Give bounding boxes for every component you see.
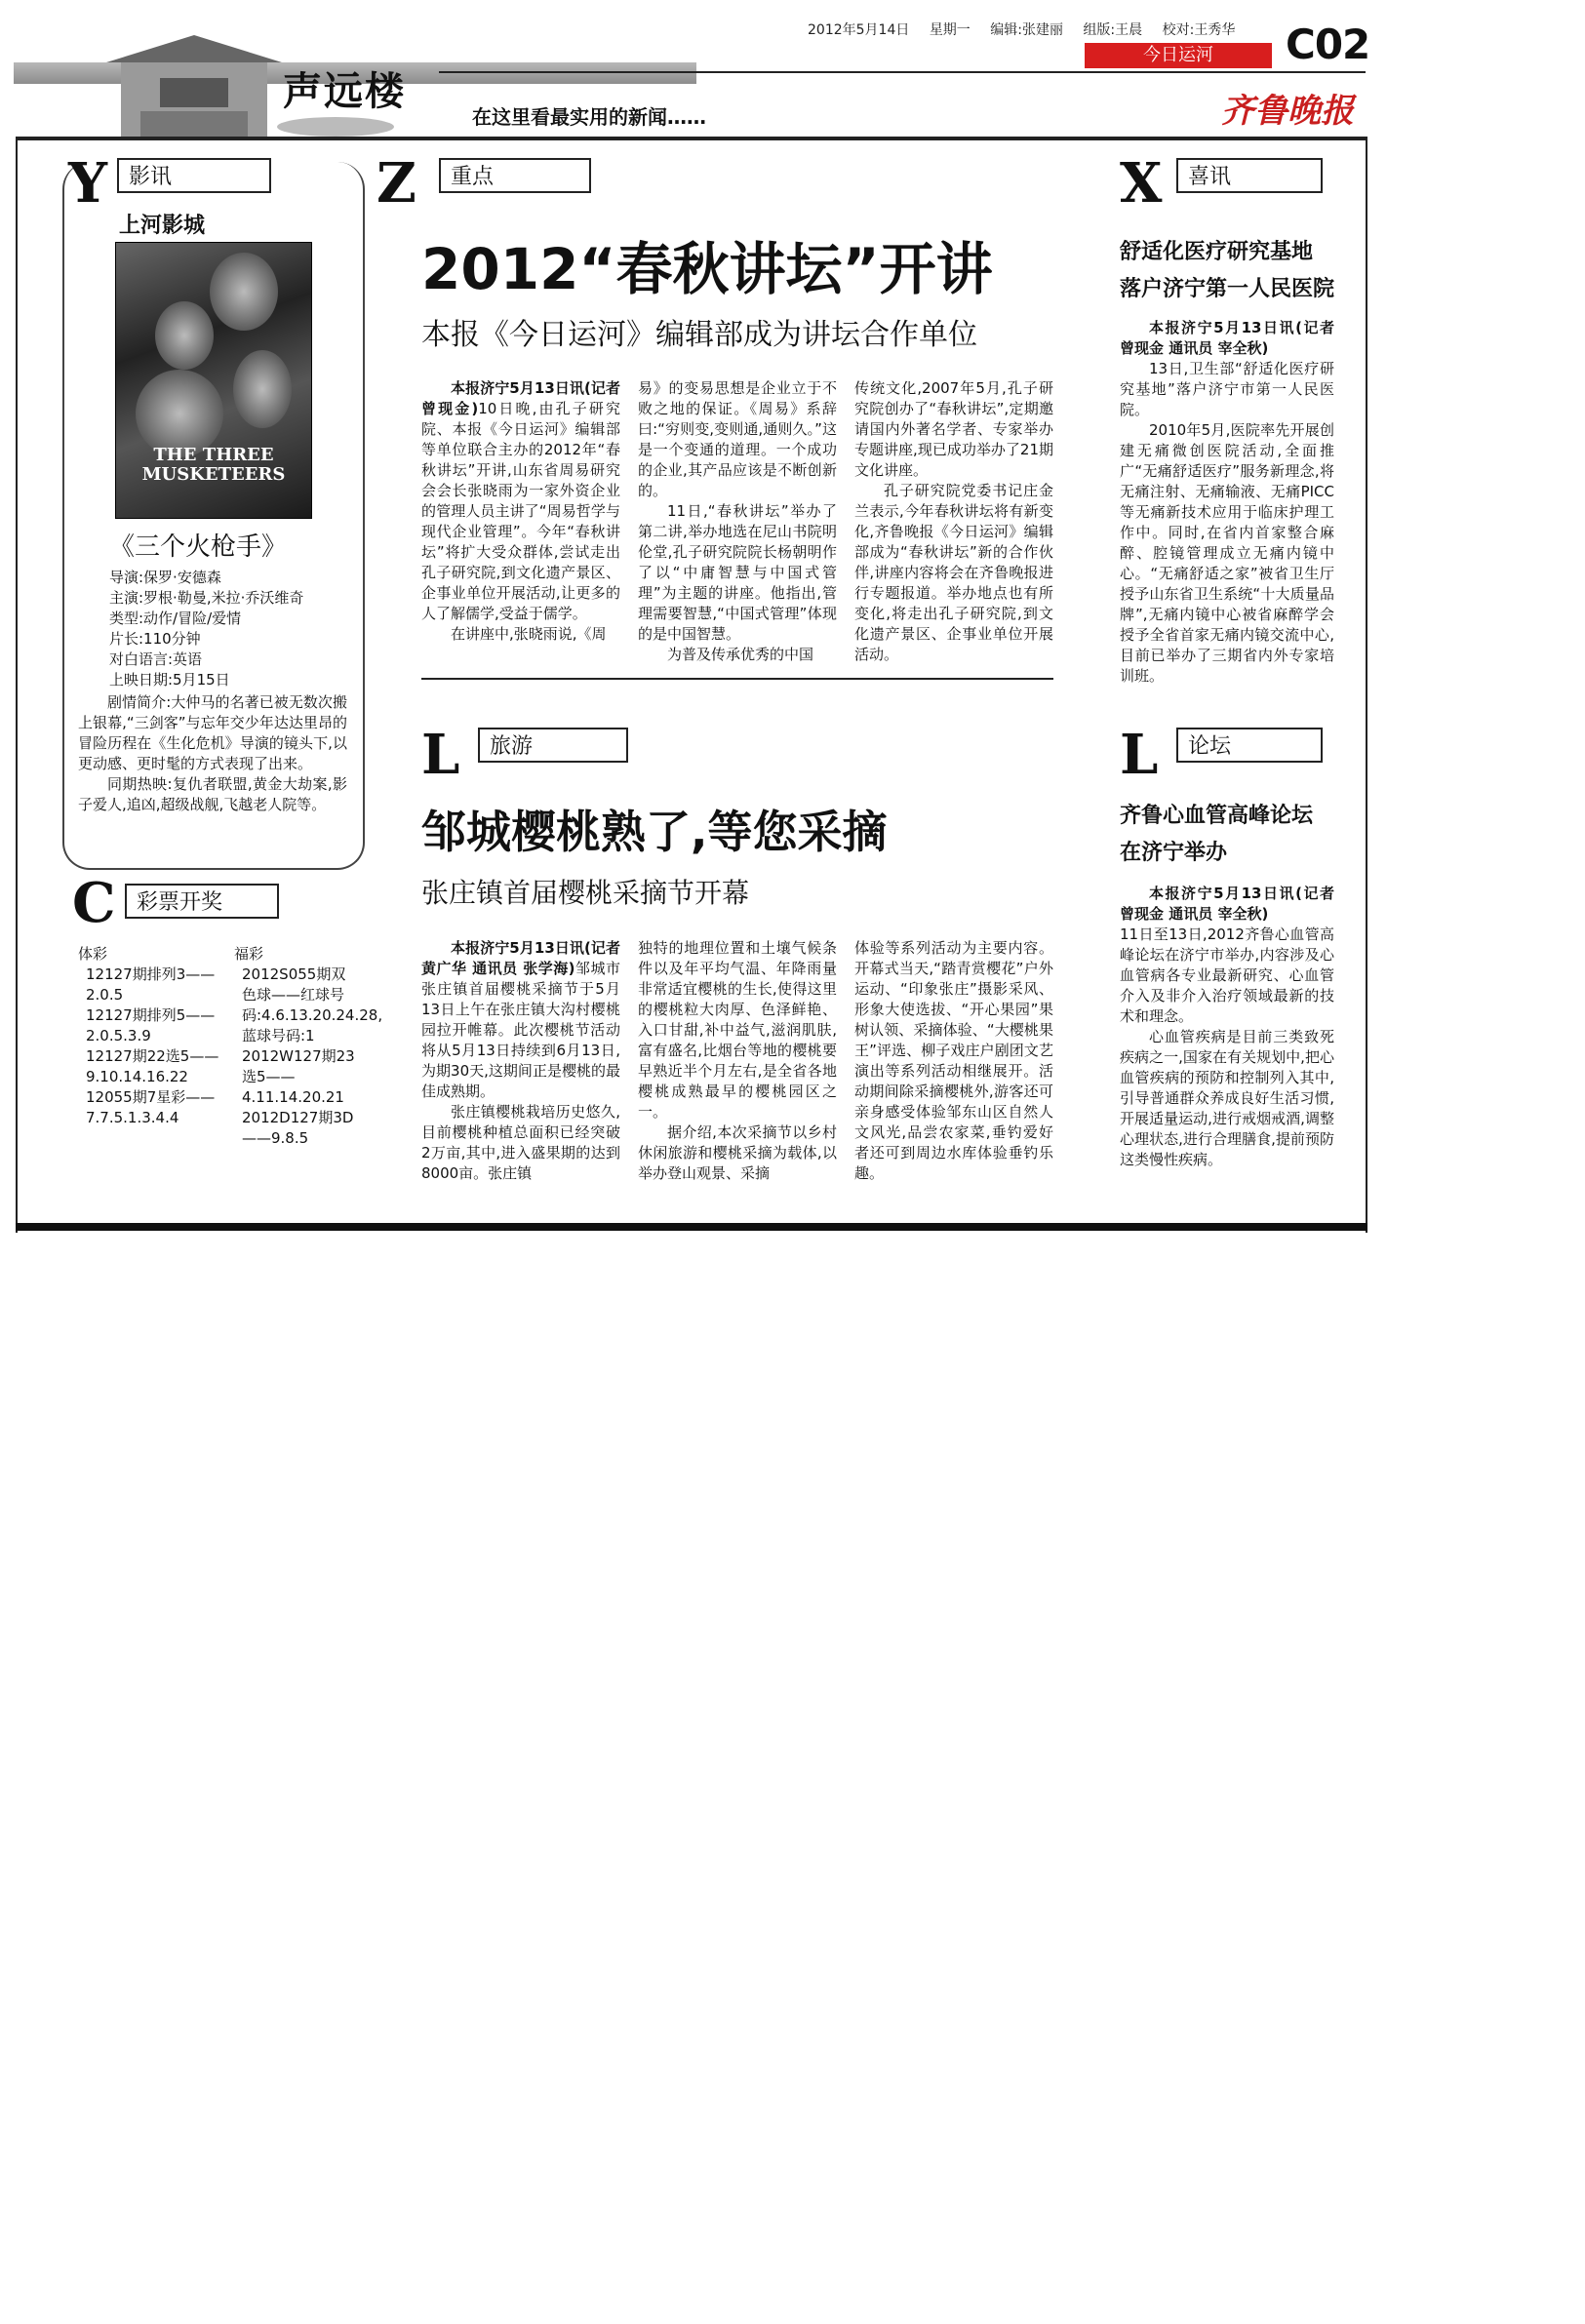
- movie-language: 对白语言:英语: [109, 650, 203, 668]
- main1-letter: Z: [376, 151, 416, 216]
- cinema-name: 上河影城: [119, 214, 206, 238]
- side1-headline-line: 落户济宁第一人民医院: [1120, 277, 1335, 301]
- ticai-result: 12127期排列5——2.0.5.3.9: [86, 1006, 216, 1044]
- ticai-column: [78, 944, 224, 1128]
- poster-title: THE THREE MUSKETEERS: [141, 445, 286, 485]
- side2-text: 心血管疾病是目前三类致死疾病之一,国家在有关规划中,把心血管疾病的预防和控制列入其中,引导普通群众养成良好生活习惯,开展适量运动,进行戒烟戒酒,调整心理状态,进行合理膳食,提前预防这类慢性疾病。: [1120, 1028, 1334, 1168]
- side2-headline-line: 齐鲁心血管高峰论坛: [1120, 804, 1314, 828]
- issue-date: 2012年5月14日: [808, 22, 910, 38]
- paper-logo: 齐鲁晚报: [1221, 92, 1354, 131]
- main1-text: 11日,“春秋讲坛”举办了第二讲,举办地选在尼山书院明伦堂,孔子研究院院长杨朝明作了以“中庸智慧与中国式管理”为主题的讲座。他指出,管理需要智慧,“中国式管理”体现的是中国智慧。: [638, 502, 837, 643]
- editor-credit: 编辑:张建丽: [990, 22, 1063, 38]
- main1-column: [421, 378, 620, 665]
- fucai-result: 2012D127期3D——9.8.5: [242, 1109, 354, 1147]
- film-letter: Y: [68, 151, 107, 216]
- main1-text: 10日晚,由孔子研究院、本报《今日运河》编辑部等单位联合主办的2012年“春秋讲坛”开讲,山东省周易研究会会长张晓雨为一家外资企业的管理人员主讲了“周易哲学与现代企业管理”。今年“春秋讲坛”将扩大受众群体,尝试走出孔子研究院,到文化遗产景区、企事业单位开展活动,让更多的人了解儒学,受益于儒学。: [421, 400, 621, 622]
- main1-text: 在讲座中,张晓雨说,《周: [451, 625, 607, 643]
- page-code: C02: [1286, 20, 1370, 68]
- ticai-result: 12127期22选5——9.10.14.16.22: [86, 1047, 219, 1085]
- main2-text: 邹城市张庄镇首届樱桃采摘节于5月13日上午在张庄镇大沟村樱桃园拉开帷幕。此次樱桃节活动将从5月13日持续到6月13日,为期30天,这期间正是樱桃的最佳成熟期。: [421, 960, 620, 1100]
- movie-genre: 类型:动作/冒险/爱情: [109, 610, 242, 627]
- movie-runtime: 片长:110分钟: [109, 630, 201, 648]
- film-section-label: 影讯: [117, 158, 271, 193]
- column-slogan: 在这里看最实用的新闻……: [472, 105, 706, 129]
- main1-headline: 2012“春秋讲坛”开讲: [421, 236, 993, 302]
- main2-text: 体验等系列活动为主要内容。开幕式当天,“踏青赏樱花”户外运动、“印象张庄”摄影采风、形象大使选拔、“开心果园”果树认领、采摘体验、“大樱桃果王”评选、柳子戏庄户剧团文艺演出等系列活动相继展开。活动期间除采摘樱桃外,游客还可亲身感受体验邹东山区自然人文风光,品尝农家菜,垂钓爱好者还可到周边水库体验垂钓乐趣。: [854, 939, 1053, 1182]
- side2-letter: L: [1120, 723, 1159, 787]
- movie-synopsis: 剧情简介:大仲马的名著已被无数次搬上银幕,“三剑客”与忘年交少年达达里昂的冒险历程在《生化危机》导演的镜头下,以更动感、更时髦的方式表现了出来。: [78, 693, 347, 772]
- lottery-section-label: 彩票开奖: [125, 884, 279, 919]
- main1-column: [854, 378, 1053, 665]
- header-rule: [439, 71, 1366, 73]
- fucai-column: [234, 944, 383, 1149]
- proof-credit: 校对:王秀华: [1162, 22, 1236, 38]
- main1-subhead: 本报《今日运河》编辑部成为讲坛合作单位: [421, 318, 977, 352]
- side1-headline: [1120, 234, 1334, 308]
- main1-body: [421, 378, 1053, 665]
- main2-headline: 邹城樱桃熟了,等您采摘: [421, 806, 888, 858]
- section-tab: 今日运河: [1085, 43, 1272, 68]
- ticai-heading: 体彩: [78, 945, 108, 963]
- ticai-result: 12055期7星彩——7.7.5.1.3.4.4: [86, 1088, 216, 1126]
- main1-column: [638, 378, 837, 665]
- article-divider: [421, 678, 1053, 680]
- main1-text: 易》的变易思想是企业立于不败之地的保证。《周易》系辞曰:“穷则变,变则通,通则久。”这是一个变通的道理。一个成功的企业,其产品应该是不断创新的。: [638, 379, 837, 499]
- side1-text: 2010年5月,医院率先开展创建无痛微创医院活动,全面推广“无痛舒适医疗”服务新理念,将无痛注射、无痛输液、无痛PICC等无痛新技术应用于临床护理工作中。同时,在省内首家整合麻醉、腔镜管理成立无痛内镜中心。“无痛舒适之家”被省卫生厅授予山东省卫生系统“十大质量品牌”,无痛内镜中心被省麻醉学会授予全省首家无痛内镜交流中心,目前已举办了三期省内外专家培训班。: [1120, 421, 1334, 685]
- side2-headline-line: 在济宁举办: [1120, 841, 1228, 865]
- fucai-result: 2012W127期23选5——4.11.14.20.21: [242, 1047, 355, 1106]
- side2-byline: 本报济宁5月13日讯(记者 曾现金 通讯员 宰全秋): [1120, 885, 1334, 923]
- main1-text: 传统文化,2007年5月,孔子研究院创办了“春秋讲坛”,定期邀请国内外著名学者、专家举办专题讲座,现已成功举办了21期文化讲座。: [854, 379, 1053, 479]
- side2-text: 11日至13日,2012齐鲁心血管高峰论坛在济宁市举办,内容涉及心血管病各专业最新研究、心血管介入及非介入治疗领域最新的技术和理念。: [1120, 926, 1334, 1025]
- side1-headline-line: 舒适化医疗研究基地: [1120, 240, 1314, 264]
- poster-figure: [233, 350, 292, 428]
- movie-release: 上映日期:5月15日: [109, 671, 230, 689]
- column-title: 声远楼: [283, 68, 406, 114]
- lottery-letter: C: [72, 871, 116, 935]
- main2-column: [638, 938, 837, 1184]
- issue-weekday: 星期一: [929, 22, 971, 38]
- main1-text: 为普及传承优秀的中国: [667, 646, 814, 663]
- movie-director: 导演:保罗·安德森: [109, 569, 221, 586]
- main2-column: [421, 938, 620, 1184]
- main1-text: 孔子研究院党委书记庄金兰表示,今年春秋讲坛将有新变化,齐鲁晚报《今日运河》编辑部成为“春秋讲坛”新的合作伙伴,讲座内容将会在齐鲁晚报进行专题报道。举办地点也有所变化,将走出孔子研究院,到文化遗产景区、企事业单位开展活动。: [854, 482, 1053, 663]
- main2-text: 据介绍,本次采摘节以乡村休闲旅游和樱桃采摘为载体,以举办登山观景、采摘: [638, 1123, 837, 1182]
- side2-body: [1120, 884, 1334, 1170]
- movie-title: 《三个火枪手》: [109, 532, 288, 562]
- header-meta: [808, 20, 1250, 39]
- main1-section-label: 重点: [439, 158, 591, 193]
- fucai-heading: 福彩: [234, 945, 264, 963]
- movie-also-showing: 同期热映:复仇者联盟,黄金大劫案,影子爱人,追凶,超级战舰,飞越老人院等。: [78, 775, 347, 813]
- main2-column: [854, 938, 1053, 1184]
- movie-cast: 主演:罗根·勒曼,米拉·乔沃维奇: [109, 589, 304, 607]
- movie-poster: [115, 242, 312, 519]
- main2-text: 张庄镇樱桃栽培历史悠久,目前樱桃种植总面积已经突破2万亩,其中,进入盛果期的达到8000亩。张庄镇: [421, 1103, 620, 1182]
- movie-info: [109, 568, 353, 690]
- main2-section-label: 旅游: [478, 728, 628, 763]
- ticai-result: 12127期排列3——2.0.5: [86, 965, 216, 1004]
- poster-figure: [155, 301, 214, 370]
- side1-body: [1120, 318, 1334, 687]
- side2-section-label: 论坛: [1176, 728, 1323, 763]
- side1-text: 13日,卫生部“舒适化医疗研究基地”落户济宁市第一人民医院。: [1120, 360, 1334, 418]
- side1-letter: X: [1120, 151, 1163, 216]
- main2-byline: 本报济宁5月13日讯(记者 黄广华 通讯员 张学海): [421, 939, 620, 977]
- movie-synopsis-block: [78, 692, 347, 815]
- side1-byline: 本报济宁5月13日讯(记者 曾现金 通讯员 宰全秋): [1120, 319, 1334, 357]
- fucai-result: 2012S055期双色球——红球号码:4.6.13.20.24.28,蓝球号码:1: [242, 965, 383, 1044]
- main2-subhead: 张庄镇首届樱桃采摘节开幕: [421, 877, 750, 909]
- main2-text: 独特的地理位置和土壤气候条件以及年平均气温、年降雨量非常适宜樱桃的生长,使得这里的樱桃粒大肉厚、色泽鲜艳、入口甘甜,补中益气,滋润肌肤,富有盛名,比烟台等地的樱桃要早熟近半个月左右,是全省各地樱桃成熟最早的樱桃园区之一。: [638, 939, 837, 1121]
- main2-letter: L: [421, 723, 460, 787]
- layout-credit: 组版:王晨: [1083, 22, 1143, 38]
- side1-section-label: 喜讯: [1176, 158, 1323, 193]
- main1-byline: 本报济宁5月13日讯(记者 曾现金): [421, 379, 620, 417]
- poster-figure: [210, 253, 278, 331]
- side2-headline: [1120, 798, 1313, 872]
- frame-bottom-rule: [16, 1223, 1367, 1231]
- main2-body: [421, 938, 1053, 1184]
